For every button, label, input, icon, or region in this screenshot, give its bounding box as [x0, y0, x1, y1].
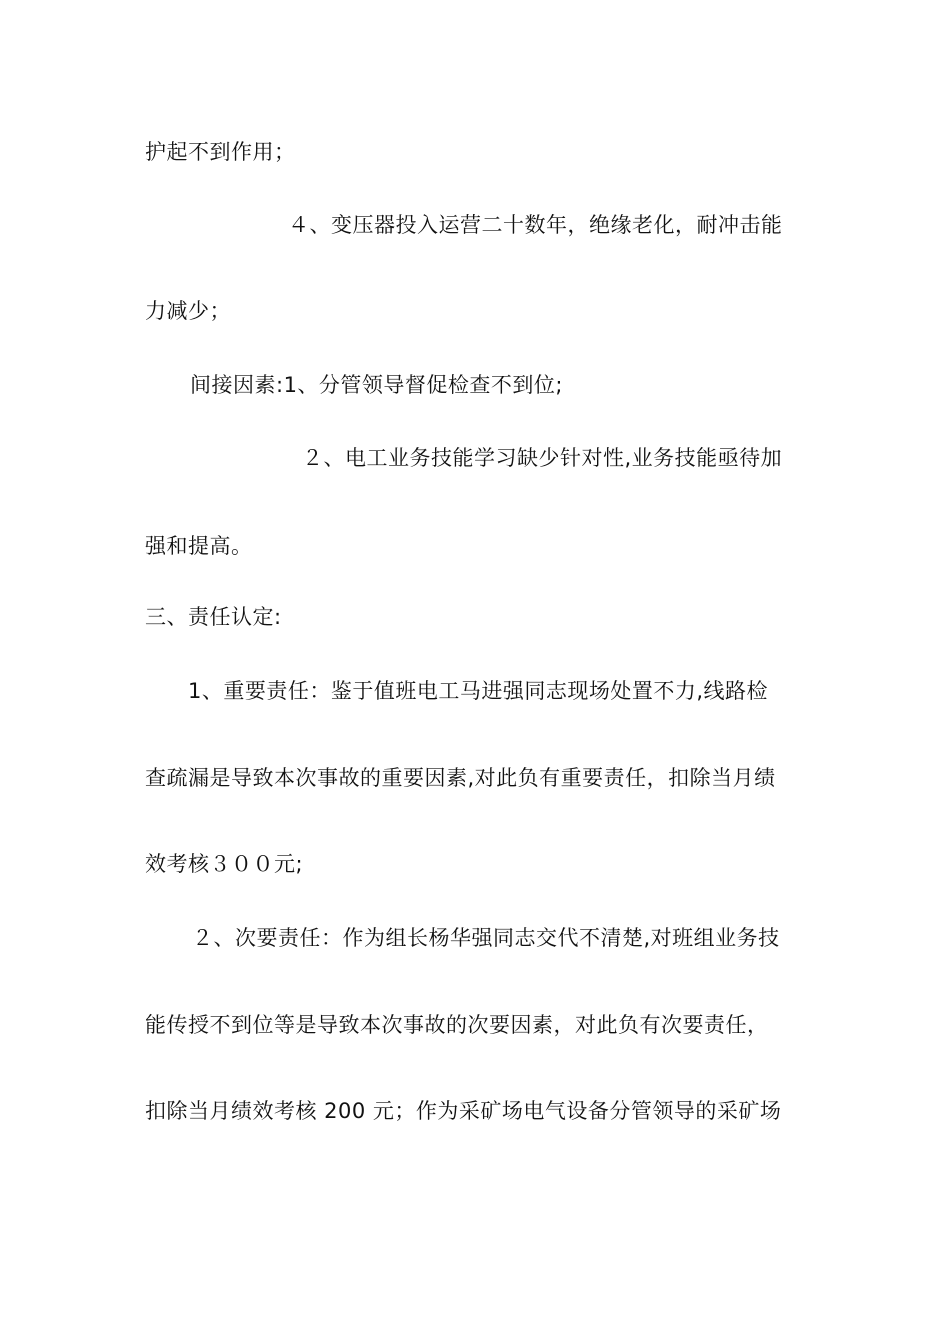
paragraph-line: 1、重要责任：鉴于值班电工马进强同志现场处置不力,线路检 — [188, 679, 769, 703]
paragraph-line: 效考核３００元; — [145, 852, 304, 876]
paragraph-line: ４、变压器投入运营二十数年，绝缘老化，耐冲击能 — [288, 213, 783, 237]
paragraph-line: 查疏漏是导致本次事故的重要因素,对此负有重要责任，扣除当月绩 — [145, 766, 776, 790]
paragraph-line: 力减少； — [145, 299, 231, 323]
paragraph-line: ２、次要责任：作为组长杨华强同志交代不清楚,对班组业务技 — [192, 926, 780, 950]
paragraph-line: 能传授不到位等是导致本次事故的次要因素，对此负有次要责任， — [145, 1013, 769, 1037]
paragraph-line: ２、电工业务技能学习缺少针对性,业务技能亟待加 — [302, 446, 783, 470]
section-heading: 三、责任认定: — [145, 605, 282, 629]
paragraph-line: 扣除当月绩效考核 200 元；作为采矿场电气设备分管领导的采矿场 — [145, 1099, 782, 1123]
paragraph-line: 间接因素:1、分管领导督促检查不到位; — [190, 373, 564, 397]
paragraph-line: 护起不到作用； — [145, 140, 296, 164]
paragraph-line: 强和提高。 — [145, 534, 253, 558]
